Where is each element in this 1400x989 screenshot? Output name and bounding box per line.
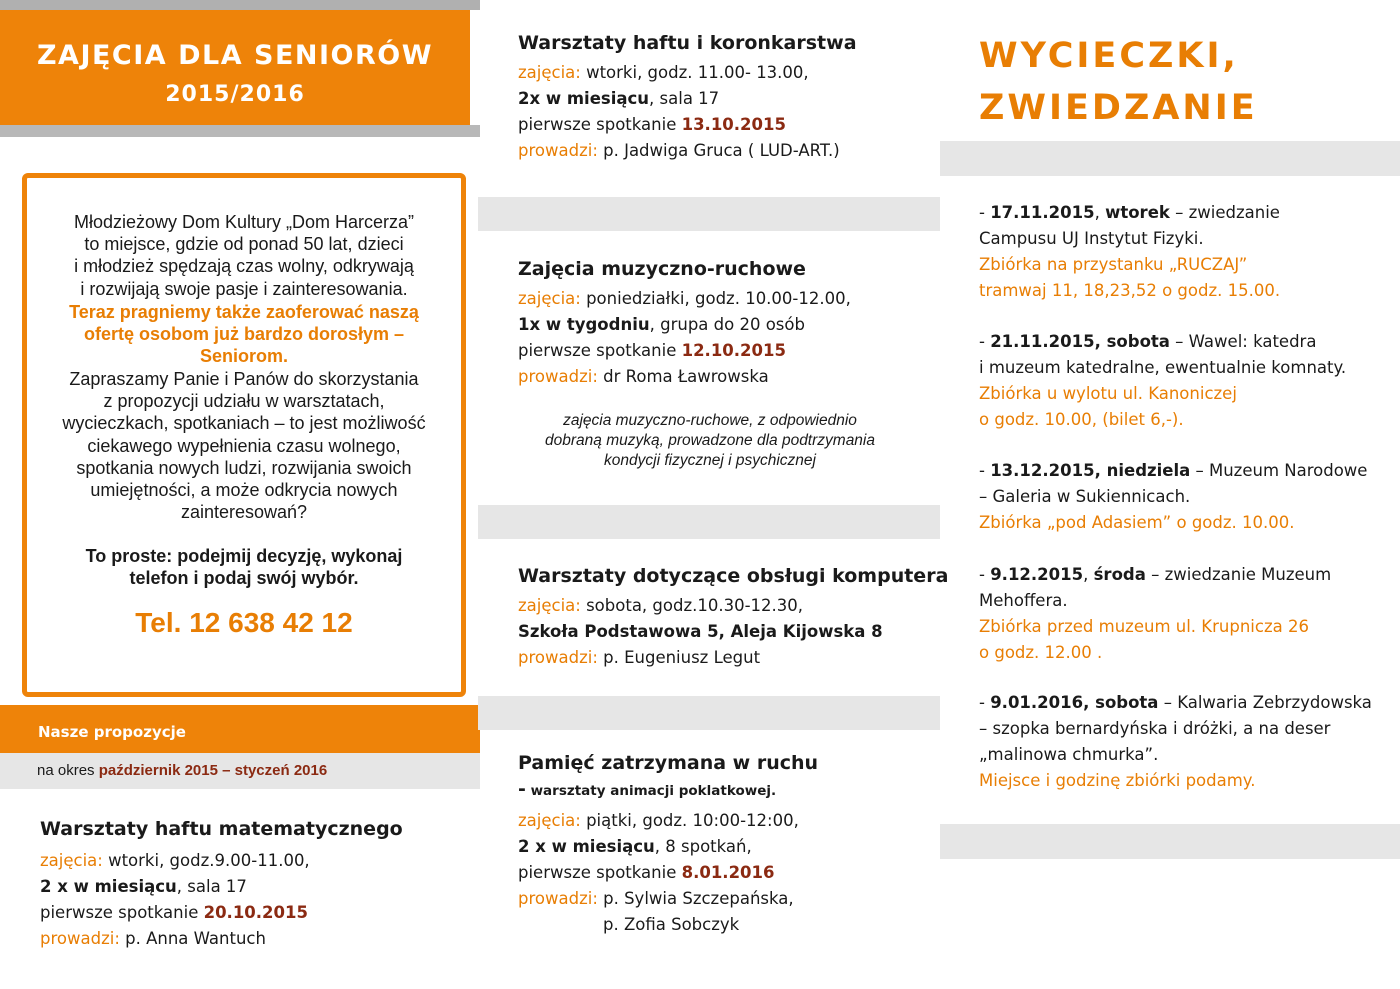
first-meeting-date: 8.01.2016 bbox=[681, 863, 775, 882]
workshop-haft-koronkarstwo: Warsztaty haftu i koronkarstwa zajęcia: wtorki, godz. 11.00- 13.00, 2x w miesiącu, sala 17 pierwsze spotkanie 13.10.2015 prowadzi: p. Jadwiga Gruca ( LUD-ART.) bbox=[518, 32, 857, 160]
section-separator bbox=[478, 696, 940, 730]
intro-paragraph: Młodzieżowy Dom Kultury „Dom Harcerza” to miejsce, gdzie od ponad 50 lat, dzieci i młodzież spędzają czas wolny, odkrywają i rozwijają swoje pasje i zainteresowania. bbox=[73, 212, 415, 299]
first-meeting-date: 20.10.2015 bbox=[203, 903, 308, 922]
phone-number: Tel. 12 638 42 12 bbox=[135, 607, 353, 638]
page-year: 2015/2016 bbox=[165, 82, 305, 107]
workshop-subtitle: - warsztaty animacji poklatkowej. bbox=[518, 778, 777, 800]
workshop-pamiec: Pamięć zatrzymana w ruchu - warsztaty animacji poklatkowej. zajęcia: piątki, godz. 10:00-12:00, 2 x w miesiącu, 8 spotkań, pierwsze spotkanie 8.01.2016 prowadzi: p. Sylwia Szczepańska, p. Zofia Sobczyk bbox=[518, 752, 819, 934]
workshop-haft-matematyczny: Warsztaty haftu matematycznego zajęcia: wtorki, godz.9.00-11.00, 2 x w miesiącu, sala 17 pierwsze spotkanie 20.10.2015 prowadzi: p. Anna Wantuch bbox=[40, 818, 403, 948]
trips-band-top bbox=[940, 141, 1400, 176]
workshop-title: Warsztaty haftu matematycznego bbox=[40, 818, 403, 840]
trip-item: - 17.11.2015, wtorek – zwiedzanie Campusu UJ Instytut Fizyki. Zbiórka na przystanku „RUCZAJ” tramwaj 11, 18,23,52 o godz. 15.00. bbox=[979, 203, 1281, 300]
trip-item: - 21.11.2015, sobota – Wawel: katedra i muzeum katedralne, ewentualnie komnaty. Zbiórka u wylotu ul. Kanoniczej o godz. 10.00, (bilet 6,-). bbox=[979, 332, 1347, 429]
header-bottom-bar bbox=[0, 125, 480, 137]
workshop-title: Warsztaty dotyczące obsługi komputera bbox=[518, 565, 949, 587]
workshop-title: Warsztaty haftu i koronkarstwa bbox=[518, 32, 857, 54]
page-title: ZAJĘCIA DLA SENIORÓW bbox=[36, 40, 434, 71]
workshop-title: Pamięć zatrzymana w ruchu bbox=[518, 752, 819, 774]
workshop-note: zajęcia muzyczno-ruchowe, z odpowiednio dobraną muzyką, prowadzone dla podtrzymania kondycji fizycznej i psychicznej bbox=[545, 412, 875, 469]
proposals-label: Nasze propozycje bbox=[38, 723, 186, 741]
first-meeting-date: 12.10.2015 bbox=[681, 341, 786, 360]
trip-item: - 9.01.2016, sobota – Kalwaria Zebrzydowska – szopka bernardyńska i dróżki, a na deser „malinowa chmurka”. Miejsce i godzinę zbiórki podamy. bbox=[979, 693, 1372, 790]
intro-invitation: Zapraszamy Panie i Panów do skorzystania z propozycji udziału w warsztatach, wycieczkach, spotkaniach – to jest możliwość ciekawego wypełnienia czasu wolnego, spotkania nowych ludzi, rozwijania swoich umiejętności, a może odkrycia nowych zainteresowań? bbox=[62, 369, 426, 523]
first-meeting-date: 13.10.2015 bbox=[681, 115, 786, 134]
intro-call-to-action: To proste: podejmij decyzję, wykonaj telefon i podaj swój wybór. bbox=[85, 546, 403, 589]
period-text: na okres październik 2015 – styczeń 2016 bbox=[37, 762, 328, 779]
workshop-komputer: Warsztaty dotyczące obsługi komputera zajęcia: sobota, godz.10.30-12.30, Szkoła Podstawowa 5, Aleja Kijowska 8 prowadzi: p. Eugeniusz Legut bbox=[518, 565, 949, 667]
header-top-bar bbox=[0, 0, 480, 10]
intro-highlight: Teraz pragniemy także zaoferować naszą ofertę osobom już bardzo dorosłym – Seniorom. bbox=[69, 302, 419, 367]
workshop-muzyczno-ruchowe: Zajęcia muzyczno-ruchowe zajęcia: poniedziałki, godz. 10.00-12.00, 1x w tygodniu, grupa do 20 osób pierwsze spotkanie 12.10.2015 prowadzi: dr Roma Ławrowska bbox=[518, 258, 851, 386]
workshop-title: Zajęcia muzyczno-ruchowe bbox=[518, 258, 806, 280]
trips-band-bottom bbox=[940, 824, 1400, 859]
trips-heading: WYCIECZKI, ZWIEDZANIE bbox=[979, 36, 1258, 128]
period-range: październik 2015 – styczeń 2016 bbox=[98, 762, 328, 779]
section-separator bbox=[478, 197, 940, 231]
section-separator bbox=[478, 505, 940, 539]
trip-item: - 13.12.2015, niedziela – Muzeum Narodowe – Galeria w Sukiennicach. Zbiórka „pod Adasiem” o godz. 10.00. bbox=[979, 461, 1368, 532]
trip-item: - 9.12.2015, środa – zwiedzanie Muzeum Mehoffera. Zbiórka przed muzeum ul. Krupnicza 26 o godz. 12.00 . bbox=[979, 565, 1332, 662]
